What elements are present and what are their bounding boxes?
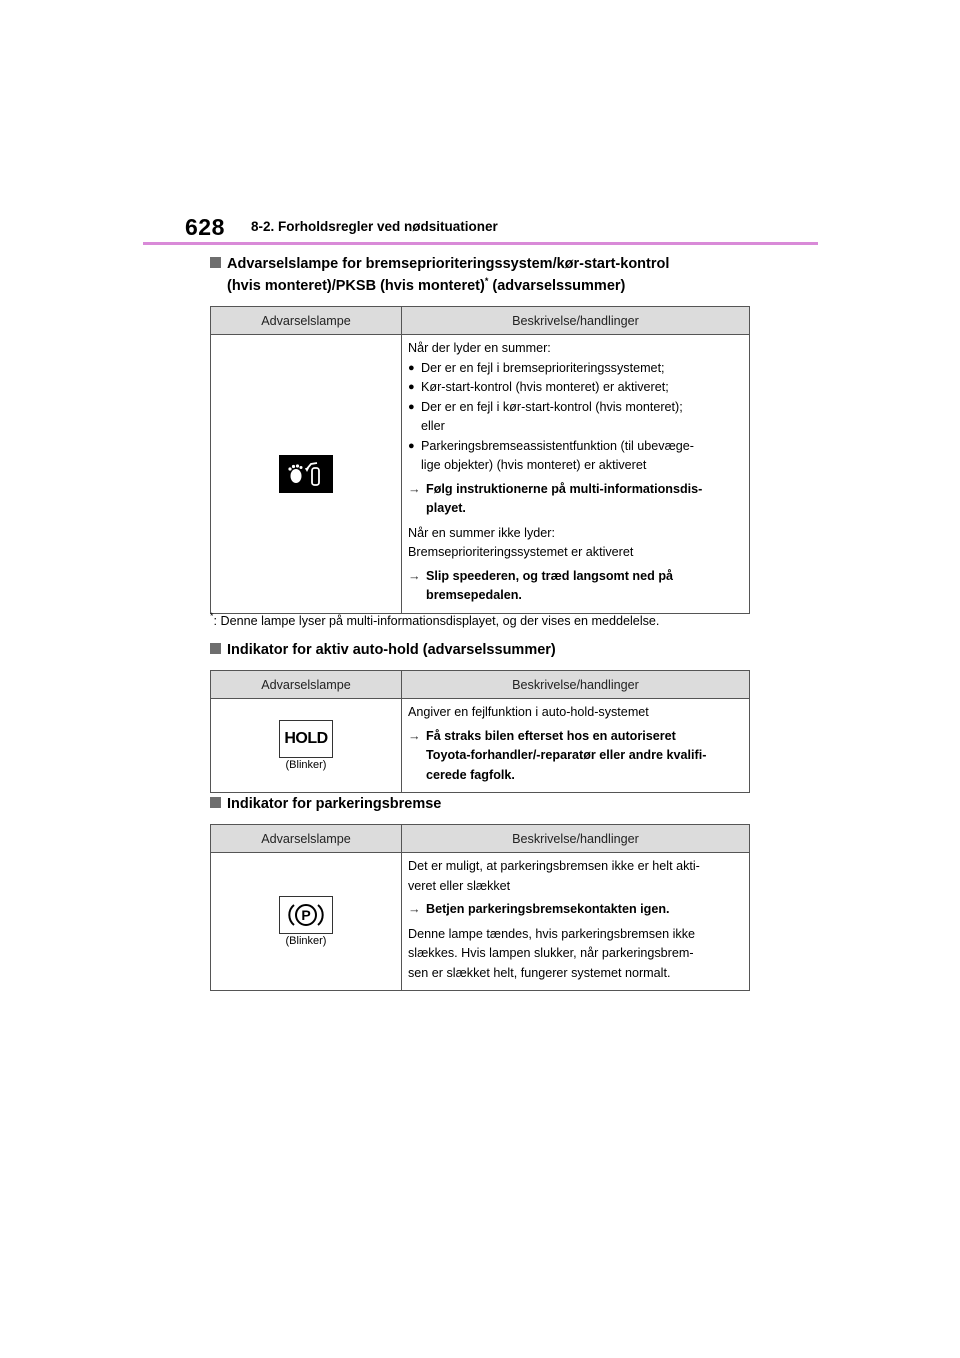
brake-override-pedal-icon <box>279 455 333 493</box>
page-number: 628 <box>185 214 225 240</box>
buzzer-intro: Når der lyder en summer: <box>408 341 551 355</box>
lamp-cell <box>211 699 402 793</box>
arrow-icon: → <box>408 568 421 583</box>
section-heading-auto-hold: Indikator for aktiv auto-hold (advarselssummer) <box>210 639 556 661</box>
arrow-icon: → <box>408 728 421 743</box>
warning-table-brake-override <box>210 306 750 614</box>
column-header-lamp: Advarselslampe <box>211 671 402 699</box>
header-divider <box>143 242 818 245</box>
action-instruction: → Betjen parkeringsbremsekontakten igen. <box>408 900 743 920</box>
no-buzzer-text: Når en summer ikke lyder: Bremseprioriteringssystemet er aktiveret <box>408 525 634 559</box>
section-marker-icon <box>210 797 221 808</box>
hold-indicator-icon: HOLD <box>279 720 333 758</box>
action-instruction: → Følg instruktionerne på multi-informationsdis- playet. <box>408 480 743 519</box>
footnote: *: Denne lampe lyser på multi-informationsdisplayet, og der vises en meddelelse. <box>210 611 660 628</box>
footnote-ref: * <box>484 276 489 286</box>
svg-text:P: P <box>301 907 311 923</box>
section-marker-icon <box>210 643 221 654</box>
description-cell: Det er muligt, at parkeringsbremsen ikke er helt akti- veret eller slækket → Betjen parkeringsbremsekontakten igen. Denne lampe tændes, hvis parkeringsbremsen ikke slækkes. Hvis lampen slukker, når parkeringsbrem- sen er slækket helt, fungerer systemet normalt. <box>402 853 750 991</box>
table-row <box>211 699 750 793</box>
column-header-description: Beskrivelse/handlinger <box>402 825 750 853</box>
table-row <box>211 335 750 614</box>
eller-text: eller <box>421 419 445 433</box>
table-header-row <box>211 307 750 335</box>
action-instruction: → Slip speederen, og træd langsomt ned på bremsepedalen. <box>408 567 743 606</box>
parking-brake-indicator-icon <box>279 896 333 934</box>
column-header-lamp: Advarselslampe <box>211 307 402 335</box>
warning-table-parking-brake <box>210 824 750 991</box>
warning-table-auto-hold <box>210 670 750 793</box>
table-header-row <box>211 671 750 699</box>
note-text: Denne lampe tændes, hvis parkeringsbremsen ikke slækkes. Hvis lampen slukker, når parkeringsbrem- sen er slækket helt, fungerer systemet normalt. <box>408 926 695 980</box>
table-row <box>211 853 750 991</box>
description-cell: Angiver en fejlfunktion i auto-hold-systemet → Få straks bilen efterset hos en autoriseret Toyota-forhandler/-reparatør eller andre kvalifi- cerede fagfolk. <box>402 699 750 793</box>
chapter-title: 8-2. Forholdsregler ved nødsituationer <box>251 219 498 234</box>
blinker-label: (Blinker) <box>285 935 327 947</box>
column-header-description: Beskrivelse/handlinger <box>402 307 750 335</box>
list-item: ● Der er en fejl i bremseprioriteringssystemet; <box>408 360 665 375</box>
column-header-description: Beskrivelse/handlinger <box>402 671 750 699</box>
action-instruction: → Få straks bilen efterset hos en autoriseret Toyota-forhandler/-reparatør eller andre kvalifi- cerede fagfolk. <box>408 727 743 786</box>
blinker-label: (Blinker) <box>285 759 327 771</box>
section-marker-icon <box>210 257 221 268</box>
section-heading-parking-brake: Indikator for parkeringsbremse <box>210 793 441 815</box>
table-header-row <box>211 825 750 853</box>
list-item: ● Der er en fejl i kør-start-kontrol (hvis monteret); <box>408 399 683 414</box>
list-item: ● Parkeringsbremseassistentfunktion (til ubevæge- lige objekter) (hvis monteret) er aktiveret <box>408 438 694 472</box>
description-cell <box>402 335 750 614</box>
arrow-icon: → <box>408 902 421 916</box>
lamp-cell <box>211 335 402 614</box>
arrow-icon: → <box>408 481 421 496</box>
lamp-cell <box>211 853 402 991</box>
section-heading-brake-override: Advarselslampe for bremseprioriteringssystem/kør-start-kontrol (hvis monteret)/PKSB (hvis monteret)* (advarselssummer) <box>210 253 669 297</box>
list-item: ● Kør-start-kontrol (hvis monteret) er aktiveret; <box>408 380 669 394</box>
column-header-lamp: Advarselslampe <box>211 825 402 853</box>
